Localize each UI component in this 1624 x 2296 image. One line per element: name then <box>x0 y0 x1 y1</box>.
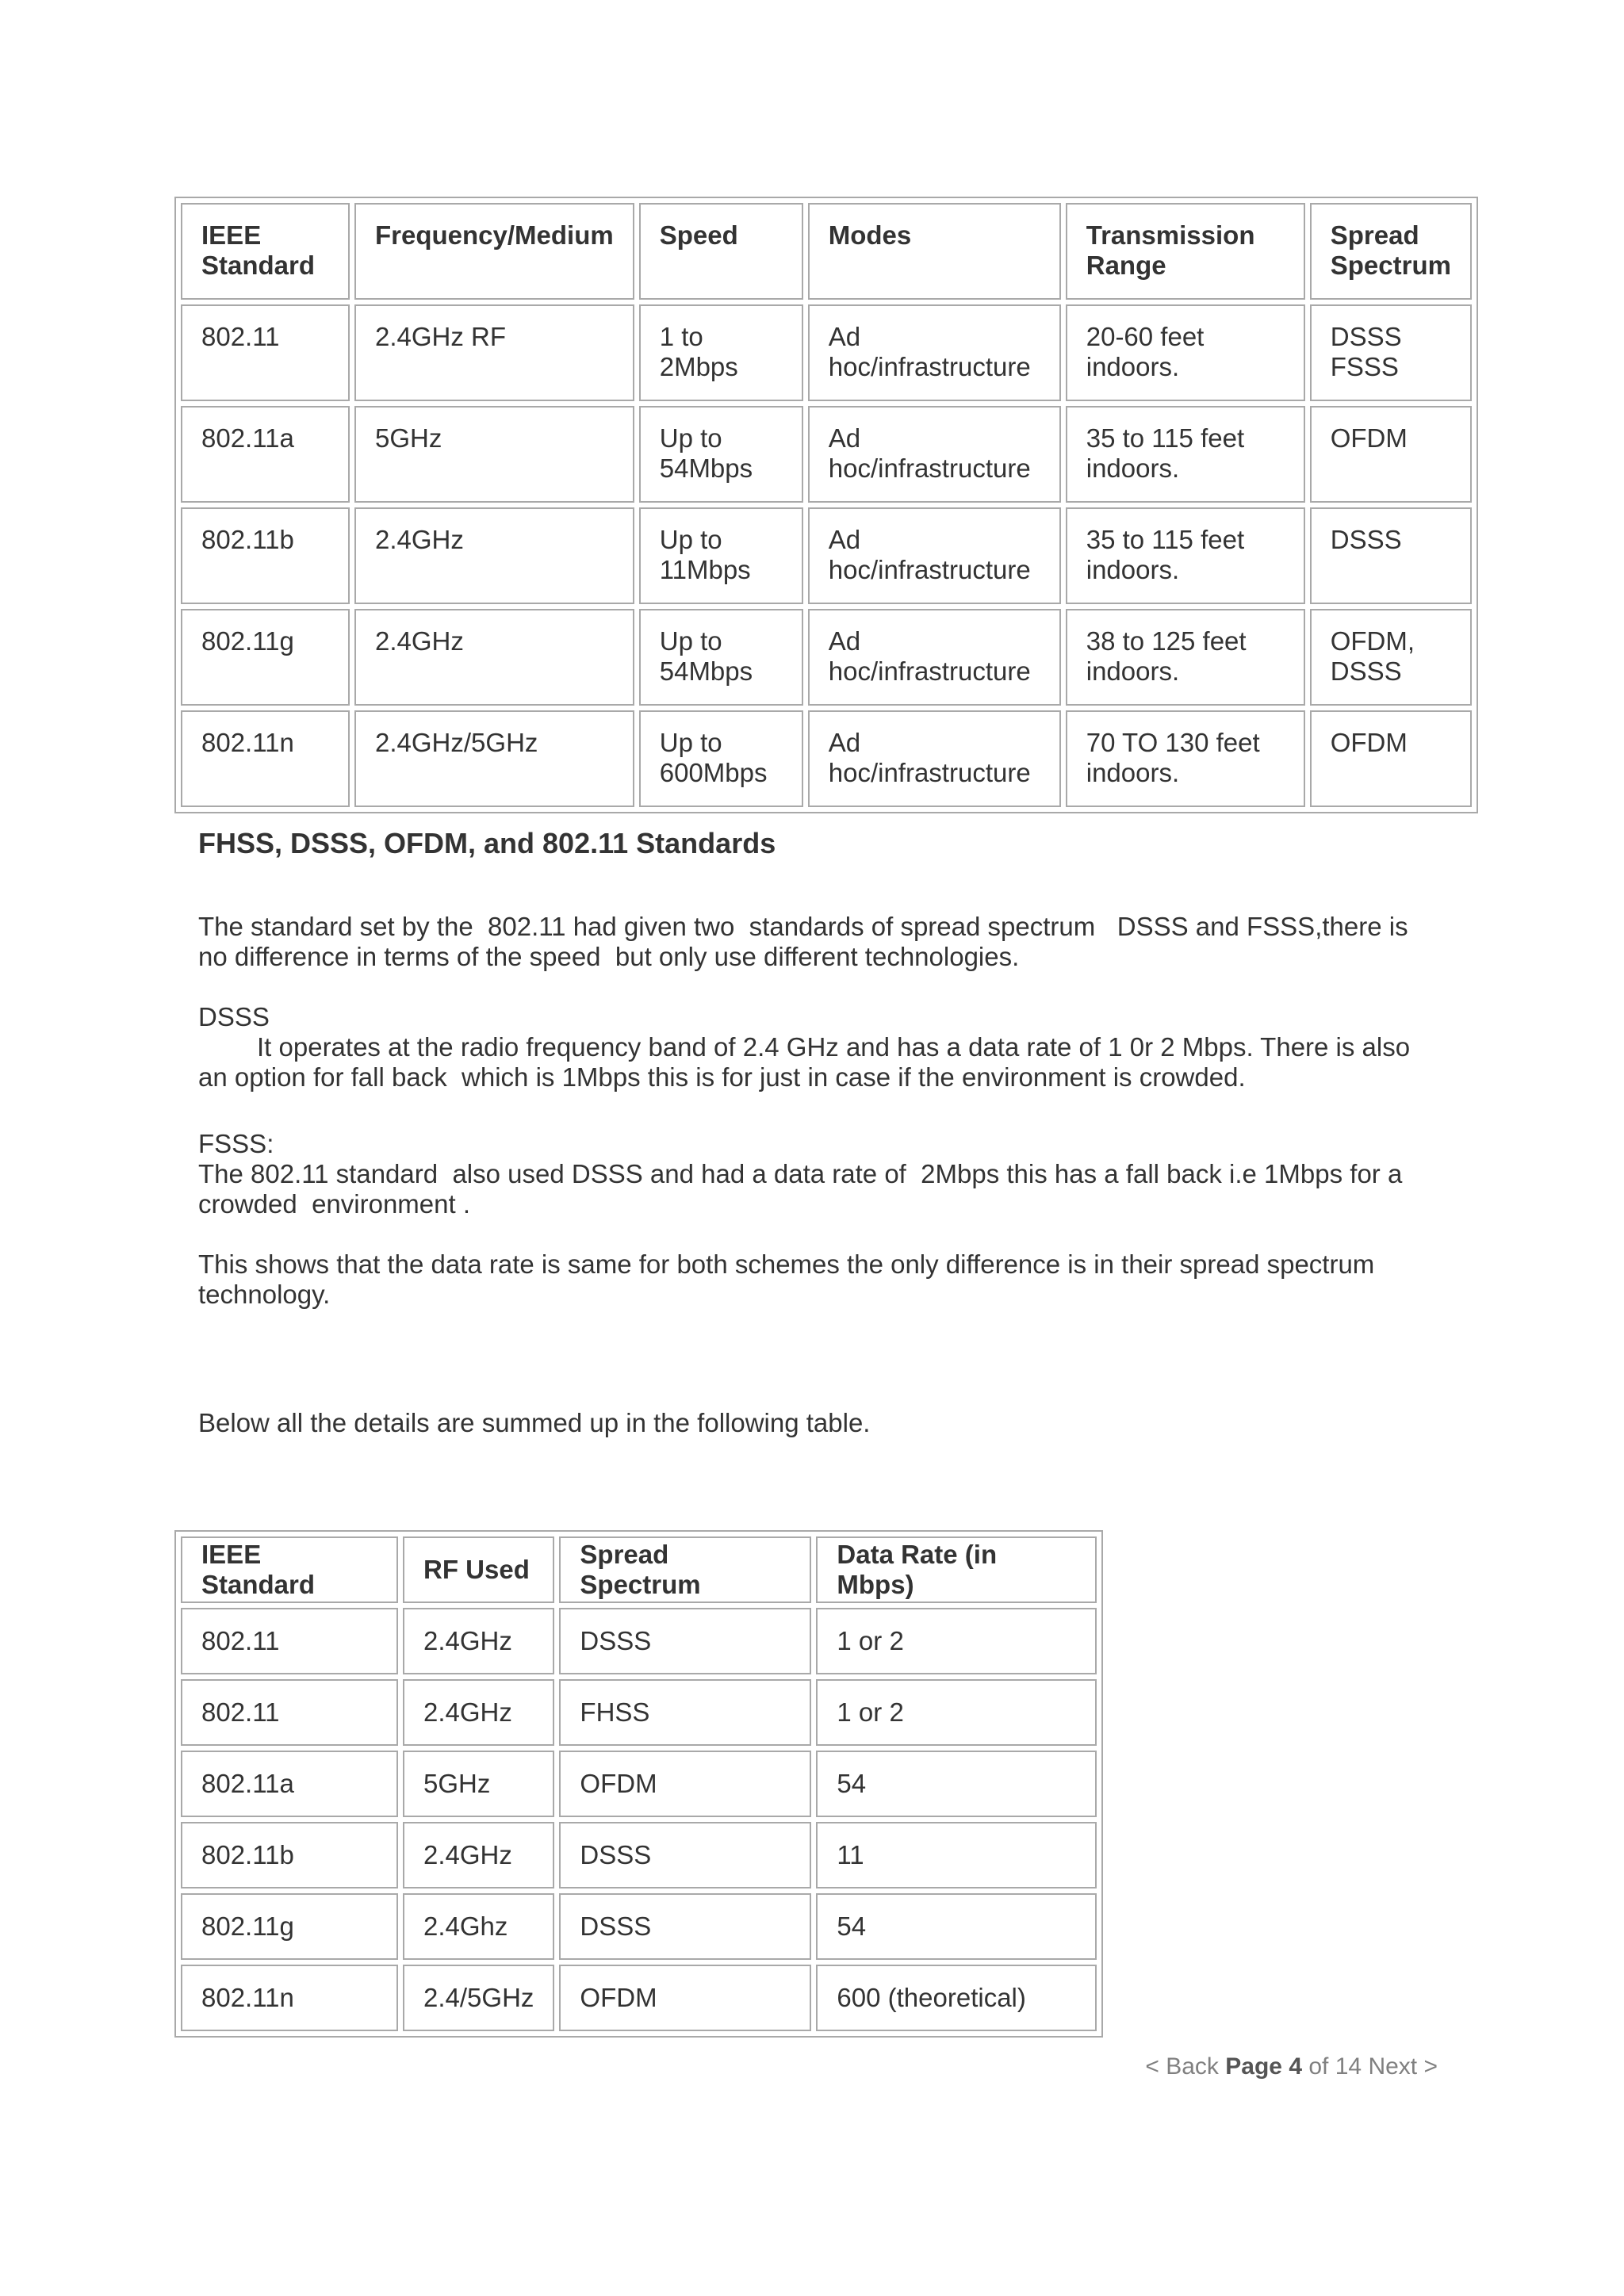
table-cell <box>1066 710 1305 807</box>
table-cell: 2.4GHz <box>403 1608 554 1674</box>
table-cell <box>639 710 803 807</box>
back-link[interactable]: < Back <box>1145 2053 1219 2080</box>
cell-line: Ad <box>828 626 861 656</box>
table-cell <box>639 609 803 706</box>
header-cell: IEEE Standard <box>181 1536 398 1603</box>
table-row <box>181 507 1472 604</box>
table-cell: FHSS <box>559 1679 811 1746</box>
cell-line: 54Mbps <box>659 656 753 686</box>
header-cell: Spread Spectrum <box>559 1536 811 1603</box>
cell-line: DSSS <box>1330 656 1402 686</box>
cell-line: hoc/infrastructure <box>828 656 1031 686</box>
table-cell <box>1310 507 1472 604</box>
cell-line: FSSS <box>1330 352 1399 381</box>
table-cell <box>1310 710 1472 807</box>
cell-line: OFDM <box>1330 728 1408 757</box>
table-cell <box>808 406 1061 503</box>
table-cell: 54 <box>816 1893 1097 1960</box>
table-cell <box>354 609 634 706</box>
table-cell <box>354 406 634 503</box>
summary-paragraph <box>198 1249 1435 1310</box>
table-cell <box>181 507 350 604</box>
cell-line: Modes <box>828 220 912 250</box>
fsss-line: crowded environment . <box>198 1189 471 1219</box>
cell-line: hoc/infrastructure <box>828 555 1031 584</box>
table-cell <box>181 710 350 807</box>
table-cell <box>1066 304 1305 401</box>
table-row <box>181 710 1472 807</box>
table-cell <box>808 304 1061 401</box>
table-cell: 54 <box>816 1751 1097 1817</box>
below-paragraph <box>198 1408 1435 1438</box>
table-cell <box>1310 304 1472 401</box>
cell-line: indoors. <box>1086 656 1180 686</box>
cell-line: indoors. <box>1086 758 1180 787</box>
cell-line: OFDM <box>1330 423 1408 453</box>
cell-line: 1 to <box>659 322 703 351</box>
cell-line: Up to <box>659 525 722 554</box>
table-cell: 802.11a <box>181 1751 398 1817</box>
table-cell <box>181 304 350 401</box>
table-cell <box>1066 507 1305 604</box>
cell-line: Standard <box>201 251 316 280</box>
cell-line: Transmission <box>1086 220 1255 250</box>
page-word: Page <box>1225 2053 1282 2080</box>
table-row <box>181 609 1472 706</box>
table-cell: 2.4GHz <box>403 1679 554 1746</box>
cell-line: 802.11g <box>201 626 294 656</box>
cell-line: indoors. <box>1086 352 1180 381</box>
fsss-line: The 802.11 standard also used DSSS and had a data rate of 2Mbps this has a fall back i.e 1Mbps for a <box>198 1159 1403 1188</box>
header-cell: Data Rate (in Mbps) <box>816 1536 1097 1603</box>
total-pages-number: 14 <box>1335 2053 1362 2080</box>
intro-line: The standard set by the 802.11 had given two standards of spread spectrum DSSS and FSSS,there is <box>198 912 1408 941</box>
below-line: Below all the details are summed up in the following table. <box>198 1408 871 1437</box>
cell-line: 802.11n <box>201 728 294 757</box>
table-cell <box>808 609 1061 706</box>
cell-line: 2.4GHz <box>375 525 464 554</box>
table-cell: 2.4GHz <box>403 1822 554 1888</box>
summary-line: This shows that the data rate is same for both schemes the only difference is in their spread spectrum <box>198 1249 1375 1279</box>
table-row <box>181 1608 1097 1674</box>
cell-line: indoors. <box>1086 453 1180 483</box>
table-row <box>181 1751 1097 1817</box>
cell-line: 2Mbps <box>659 352 738 381</box>
table-row <box>181 1965 1097 2031</box>
summary-table <box>174 1530 1103 2038</box>
table-cell <box>1310 406 1472 503</box>
pagination <box>1145 2053 1438 2080</box>
table-cell <box>639 304 803 401</box>
cell-line: Spread <box>1330 220 1419 250</box>
section-heading: FHSS, DSSS, OFDM, and 802.11 Standards <box>198 827 776 859</box>
cell-line: hoc/infrastructure <box>828 453 1031 483</box>
table-cell: 802.11b <box>181 1822 398 1888</box>
cell-line: 38 to 125 feet <box>1086 626 1247 656</box>
table-cell <box>1310 609 1472 706</box>
cell-line: DSSS <box>1330 322 1402 351</box>
cell-line: Up to <box>659 728 722 757</box>
cell-line: 11Mbps <box>659 555 751 584</box>
table-cell <box>354 304 634 401</box>
intro-paragraph <box>198 912 1435 972</box>
header-cell <box>639 203 803 300</box>
dsss-line: an option for fall back which is 1Mbps this is for just in case if the environment is crowded. <box>198 1062 1246 1092</box>
cell-line: Ad <box>828 525 861 554</box>
table-cell <box>639 406 803 503</box>
table-cell: 1 or 2 <box>816 1608 1097 1674</box>
table-cell: OFDM <box>559 1965 811 2031</box>
table-header-row <box>181 1536 1097 1603</box>
table-cell: OFDM <box>559 1751 811 1817</box>
table-cell: 11 <box>816 1822 1097 1888</box>
table-cell: DSSS <box>559 1893 811 1960</box>
table-cell <box>808 507 1061 604</box>
cell-line: IEEE <box>201 220 262 250</box>
header-cell: RF Used <box>403 1536 554 1603</box>
cell-line: 5GHz <box>375 423 442 453</box>
table-cell: 802.11 <box>181 1679 398 1746</box>
cell-line: DSSS <box>1330 525 1402 554</box>
summary-line: technology. <box>198 1280 331 1309</box>
cell-line: 802.11b <box>201 525 294 554</box>
table-cell <box>181 406 350 503</box>
table-row <box>181 406 1472 503</box>
table-cell: 5GHz <box>403 1751 554 1817</box>
cell-line: 2.4GHz/5GHz <box>375 728 538 757</box>
cell-line: Spectrum <box>1330 251 1451 280</box>
cell-line: OFDM, <box>1330 626 1415 656</box>
table-cell <box>808 710 1061 807</box>
standards-comparison-table <box>174 197 1478 813</box>
table-cell: 600 (theoretical) <box>816 1965 1097 2031</box>
cell-line: Range <box>1086 251 1166 280</box>
table-cell: 2.4Ghz <box>403 1893 554 1960</box>
cell-line: hoc/infrastructure <box>828 352 1031 381</box>
table-row <box>181 1679 1097 1746</box>
current-page-number: 4 <box>1289 2053 1303 2080</box>
cell-line: 70 TO 130 feet <box>1086 728 1260 757</box>
dsss-line: It operates at the radio frequency band of 2.4 GHz and has a data rate of 1 0r 2 Mbps. There is also <box>257 1032 1411 1062</box>
table-cell: 802.11g <box>181 1893 398 1960</box>
cell-line: Frequency/Medium <box>375 220 614 250</box>
cell-line: 600Mbps <box>659 758 768 787</box>
cell-line: 2.4GHz <box>375 626 464 656</box>
table-cell <box>354 710 634 807</box>
table-header-row <box>181 203 1472 300</box>
cell-line: 35 to 115 feet <box>1086 423 1245 453</box>
cell-line: Ad <box>828 423 861 453</box>
table-cell <box>639 507 803 604</box>
table-cell <box>354 507 634 604</box>
header-cell <box>181 203 350 300</box>
cell-line: Ad <box>828 322 861 351</box>
cell-line: 54Mbps <box>659 453 753 483</box>
of-word: of <box>1308 2053 1329 2080</box>
cell-line: 802.11a <box>201 423 294 453</box>
dsss-title: DSSS <box>198 1002 270 1031</box>
cell-line: 35 to 115 feet <box>1086 525 1245 554</box>
cell-line: Up to <box>659 423 722 453</box>
table-cell: DSSS <box>559 1608 811 1674</box>
table-row <box>181 1822 1097 1888</box>
intro-line: no difference in terms of the speed but only use different technologies. <box>198 942 1020 971</box>
table-cell: 802.11n <box>181 1965 398 2031</box>
table-cell <box>1066 406 1305 503</box>
table-cell: 802.11 <box>181 1608 398 1674</box>
next-link[interactable]: Next > <box>1368 2053 1438 2080</box>
dsss-paragraph <box>198 1002 1435 1093</box>
cell-line: Ad <box>828 728 861 757</box>
table-cell <box>1066 609 1305 706</box>
table-cell <box>181 609 350 706</box>
cell-line: hoc/infrastructure <box>828 758 1031 787</box>
table-row <box>181 1893 1097 1960</box>
header-cell <box>1066 203 1305 300</box>
table-cell: DSSS <box>559 1822 811 1888</box>
fsss-title: FSSS: <box>198 1129 274 1158</box>
fsss-paragraph <box>198 1129 1435 1219</box>
cell-line: indoors. <box>1086 555 1180 584</box>
cell-line: 802.11 <box>201 322 280 351</box>
table-cell: 2.4/5GHz <box>403 1965 554 2031</box>
table-row <box>181 304 1472 401</box>
header-cell <box>1310 203 1472 300</box>
header-cell <box>808 203 1061 300</box>
cell-line: Up to <box>659 626 722 656</box>
cell-line: 20-60 feet <box>1086 322 1205 351</box>
table-cell: 1 or 2 <box>816 1679 1097 1746</box>
cell-line: Speed <box>659 220 738 250</box>
cell-line: 2.4GHz RF <box>375 322 507 351</box>
header-cell <box>354 203 634 300</box>
